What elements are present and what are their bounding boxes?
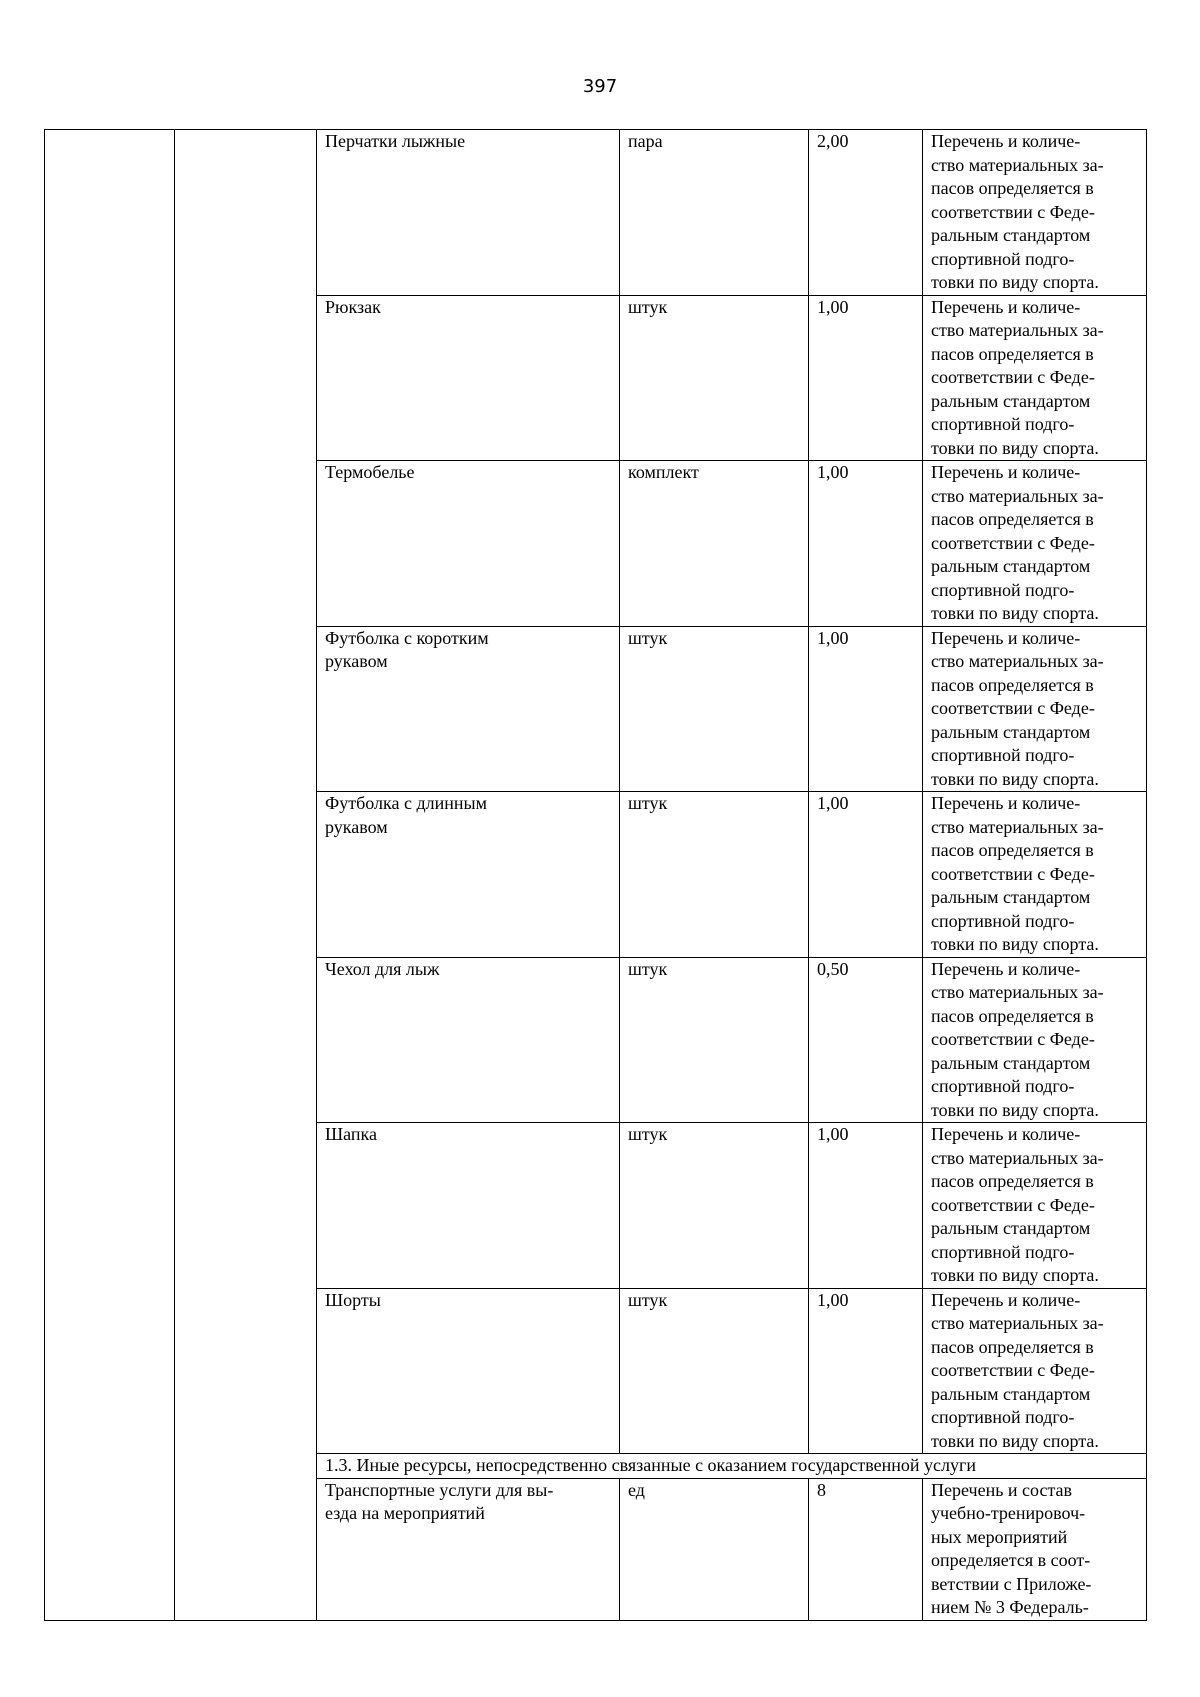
item-quantity: 8	[809, 1478, 923, 1620]
item-name-line: Перчатки лыжные	[325, 131, 466, 151]
note-line: товки по виду спорта.	[931, 437, 1099, 458]
item-name-line: Рюкзак	[325, 296, 381, 317]
note-line: спортивной подго-	[931, 1407, 1075, 1427]
note-line: соответствии с Феде-	[931, 698, 1095, 718]
item-name	[317, 130, 620, 296]
note-line: ральным стандартом	[931, 556, 1091, 576]
item-note	[923, 130, 1147, 296]
note-line: товки по виду спорта.	[931, 1265, 1099, 1285]
note-line: Перечень и количе-	[931, 296, 1081, 317]
note-line: спортивной подго-	[931, 248, 1075, 269]
note-line: Перечень и количе-	[931, 131, 1081, 151]
item-name	[317, 957, 620, 1123]
page-number: 397	[582, 76, 618, 97]
note-line: Перечень и состав	[931, 1479, 1073, 1500]
note-line: спортивной подго-	[931, 910, 1075, 931]
note-line: товки по виду спорта.	[931, 272, 1099, 292]
note-line: пасов определяется в	[931, 509, 1094, 529]
item-name-line: Термобелье	[325, 462, 415, 482]
note-line: ство материальных за-	[931, 485, 1104, 506]
note-line: товки по виду спорта.	[931, 603, 1099, 623]
note-line: товки по виду спорта.	[931, 1099, 1099, 1120]
note-line: товки по виду спорта.	[931, 1430, 1099, 1451]
note-line: соответствии с Феде-	[931, 1360, 1095, 1380]
note-line: учебно-тренировоч-	[931, 1503, 1086, 1523]
item-name-line: Чехол для лыж	[325, 958, 440, 979]
item-unit: пара	[620, 130, 809, 296]
note-line: спортивной подго-	[931, 414, 1075, 434]
item-note	[923, 295, 1147, 461]
note-line: спортивной подго-	[931, 1241, 1075, 1262]
item-note	[923, 1288, 1147, 1454]
item-name-line: Шапка	[325, 1124, 378, 1144]
note-line: Перечень и количе-	[931, 627, 1081, 648]
item-name	[317, 1288, 620, 1454]
note-line: ных мероприятий	[931, 1526, 1068, 1547]
note-line: товки по виду спорта.	[931, 934, 1099, 954]
item-name-line: Футболка с длинным	[325, 793, 487, 813]
note-line: соответствии с Феде-	[931, 1194, 1095, 1215]
item-name	[317, 461, 620, 627]
note-line: ральным стандартом	[931, 1218, 1091, 1238]
table-body	[45, 130, 1147, 1621]
note-line: пасов определяется в	[931, 1171, 1094, 1191]
note-line: пасов определяется в	[931, 343, 1094, 364]
item-quantity: 2,00	[809, 130, 923, 296]
note-line: ство материальных за-	[931, 816, 1104, 837]
empty-column-1	[45, 130, 175, 1621]
note-line: пасов определяется в	[931, 1005, 1094, 1026]
table-row	[45, 130, 1147, 296]
note-line: ральным стандартом	[931, 390, 1091, 411]
item-quantity: 1,00	[809, 626, 923, 792]
note-line: определяется в соот-	[931, 1550, 1091, 1570]
item-unit: комплект	[620, 461, 809, 627]
note-line: соответствии с Феде-	[931, 367, 1095, 387]
item-quantity: 1,00	[809, 792, 923, 958]
note-line: нием № 3 Федераль-	[931, 1597, 1089, 1617]
note-line: ральным стандартом	[931, 887, 1091, 907]
note-line: ство материальных за-	[931, 982, 1104, 1002]
note-line: Перечень и количе-	[931, 793, 1081, 813]
item-unit: штук	[620, 1123, 809, 1289]
item-note	[923, 957, 1147, 1123]
resources-table	[44, 129, 1147, 1621]
note-line: ство материальных за-	[931, 154, 1104, 175]
note-line: ральным стандартом	[931, 721, 1091, 742]
note-line: пасов определяется в	[931, 178, 1094, 198]
item-quantity: 1,00	[809, 461, 923, 627]
note-line: Перечень и количе-	[931, 958, 1081, 979]
item-unit: штук	[620, 1288, 809, 1454]
note-line: соответствии с Феде-	[931, 863, 1095, 884]
item-name	[317, 1123, 620, 1289]
note-line: спортивной подго-	[931, 1076, 1075, 1096]
item-name	[317, 1478, 620, 1620]
note-line: соответствии с Феде-	[931, 1029, 1095, 1049]
note-line: ство материальных за-	[931, 1147, 1104, 1168]
note-line: соответствии с Феде-	[931, 532, 1095, 553]
item-name-line: рукавом	[325, 651, 388, 671]
item-name-line: рукавом	[325, 816, 388, 837]
item-name	[317, 626, 620, 792]
item-unit: штук	[620, 792, 809, 958]
note-line: спортивной подго-	[931, 579, 1075, 600]
item-name-line: Футболка с коротким	[325, 627, 489, 648]
item-note	[923, 1123, 1147, 1289]
note-line: пасов определяется в	[931, 840, 1094, 860]
item-name	[317, 792, 620, 958]
item-note	[923, 1478, 1147, 1620]
note-line: соответствии с Феде-	[931, 201, 1095, 222]
note-line: ральным стандартом	[931, 1052, 1091, 1073]
note-line: ральным стандартом	[931, 225, 1091, 245]
item-unit: штук	[620, 295, 809, 461]
note-line: Перечень и количе-	[931, 462, 1081, 482]
note-line: спортивной подго-	[931, 745, 1075, 765]
item-name	[317, 295, 620, 461]
note-line: ветствии с Приложе-	[931, 1573, 1092, 1594]
note-line: Перечень и количе-	[931, 1124, 1081, 1144]
item-quantity: 1,00	[809, 1123, 923, 1289]
note-line: ство материальных за-	[931, 320, 1104, 340]
note-line: пасов определяется в	[931, 674, 1094, 695]
item-quantity: 1,00	[809, 295, 923, 461]
note-line: товки по виду спорта.	[931, 768, 1099, 789]
note-line: ральным стандартом	[931, 1383, 1091, 1404]
item-unit: штук	[620, 626, 809, 792]
item-unit: ед	[620, 1478, 809, 1620]
note-line: пасов определяется в	[931, 1336, 1094, 1357]
item-name-line: езда на мероприятий	[325, 1503, 485, 1523]
section-heading: 1.3. Иные ресурсы, непосредственно связанные с оказанием государственной услуги	[317, 1454, 1147, 1479]
item-note	[923, 626, 1147, 792]
item-unit: штук	[620, 957, 809, 1123]
note-line: ство материальных за-	[931, 1313, 1104, 1333]
note-line: ство материальных за-	[931, 651, 1104, 671]
item-note	[923, 792, 1147, 958]
note-line: Перечень и количе-	[931, 1289, 1081, 1310]
item-name-line: Шорты	[325, 1289, 381, 1310]
item-name-line: Транспортные услуги для вы-	[325, 1479, 554, 1500]
item-quantity: 1,00	[809, 1288, 923, 1454]
empty-column-2	[175, 130, 317, 1621]
item-note	[923, 461, 1147, 627]
item-quantity: 0,50	[809, 957, 923, 1123]
